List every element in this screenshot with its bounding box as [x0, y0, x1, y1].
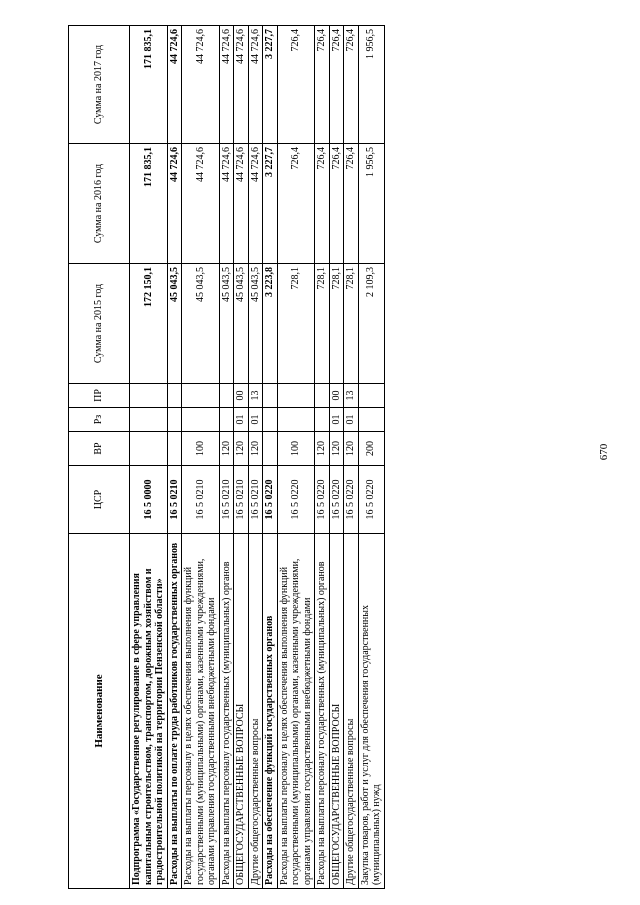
cell-name: Подпрограмма «Государственное регулирование в сфере управления капитальным строительством, транспортом, дорожным хозяйством и градостроительной политикой на территории Пензенской области» — [130, 534, 168, 889]
cell-2015: 728,1 — [277, 264, 315, 384]
budget-table — [68, 25, 385, 889]
cell-2017: 44 724,6 — [234, 26, 249, 144]
cell-2015: 3 223,8 — [263, 264, 278, 384]
cell-vr: 200 — [358, 432, 384, 466]
cell-vr: 120 — [234, 432, 249, 466]
cell-name: Расходы на выплаты персоналу в целях обеспечения выполнения функций государственными (муниципальными) органами, казенными учреждениями, органами управления государственными внебюджетными фондами — [277, 534, 315, 889]
cell-pr — [358, 384, 384, 408]
cell-2017: 726,4 — [315, 26, 330, 144]
cell-pr — [277, 384, 315, 408]
cell-2016: 726,4 — [315, 144, 330, 264]
cell-name: ОБЩЕГОСУДАРСТВЕННЫЕ ВОПРОСЫ — [329, 534, 344, 889]
page-number: 670 — [598, 443, 610, 461]
table-row — [358, 26, 384, 889]
table-row — [182, 26, 220, 889]
cell-pr: 13 — [248, 384, 263, 408]
cell-2015: 2 109,3 — [358, 264, 384, 384]
cell-2016: 726,4 — [344, 144, 359, 264]
table-row — [130, 26, 168, 889]
cell-csr: 16 5 0220 — [344, 466, 359, 534]
header-row — [69, 26, 130, 889]
cell-csr: 16 5 0210 — [182, 466, 220, 534]
cell-2015: 45 043,5 — [167, 264, 182, 384]
cell-pr: 00 — [329, 384, 344, 408]
table-row — [344, 26, 359, 889]
table-row — [167, 26, 182, 889]
cell-2017: 44 724,6 — [219, 26, 234, 144]
header-vr: ВР — [69, 432, 130, 466]
cell-2017: 171 835,1 — [130, 26, 168, 144]
cell-pr — [130, 384, 168, 408]
cell-2015: 45 043,5 — [182, 264, 220, 384]
cell-csr: 16 5 0220 — [329, 466, 344, 534]
cell-name: ОБЩЕГОСУДАРСТВЕННЫЕ ВОПРОСЫ — [234, 534, 249, 889]
cell-2016: 3 227,7 — [263, 144, 278, 264]
cell-vr: 120 — [315, 432, 330, 466]
cell-name: Расходы на обеспечение функций государственных органов — [263, 534, 278, 889]
cell-csr: 16 5 0210 — [234, 466, 249, 534]
header-2015: Сумма на 2015 год — [69, 264, 130, 384]
table-row — [248, 26, 263, 889]
cell-pr — [263, 384, 278, 408]
cell-csr: 16 5 0220 — [315, 466, 330, 534]
cell-2015: 728,1 — [344, 264, 359, 384]
cell-vr — [130, 432, 168, 466]
cell-vr: 120 — [344, 432, 359, 466]
cell-2015: 45 043,5 — [234, 264, 249, 384]
cell-2017: 726,4 — [344, 26, 359, 144]
cell-2016: 1 956,5 — [358, 144, 384, 264]
cell-2016: 44 724,6 — [248, 144, 263, 264]
cell-2015: 45 043,5 — [219, 264, 234, 384]
header-2017: Сумма на 2017 год — [69, 26, 130, 144]
cell-csr: 16 5 0210 — [219, 466, 234, 534]
cell-vr: 120 — [329, 432, 344, 466]
cell-csr: 16 5 0220 — [358, 466, 384, 534]
table-row — [277, 26, 315, 889]
cell-2016: 44 724,6 — [219, 144, 234, 264]
cell-vr: 100 — [182, 432, 220, 466]
cell-2015: 172 150,1 — [130, 264, 168, 384]
cell-rz: 01 — [344, 408, 359, 432]
cell-2017: 726,4 — [329, 26, 344, 144]
cell-vr — [167, 432, 182, 466]
cell-rz: 01 — [248, 408, 263, 432]
table-container — [68, 26, 588, 889]
cell-pr — [182, 384, 220, 408]
cell-rz — [167, 408, 182, 432]
cell-name: Расходы на выплаты персоналу государственных (муниципальных) органов — [219, 534, 234, 889]
cell-2016: 44 724,6 — [182, 144, 220, 264]
cell-pr: 13 — [344, 384, 359, 408]
cell-pr — [315, 384, 330, 408]
cell-rz — [130, 408, 168, 432]
rotated-page — [68, 26, 588, 889]
cell-csr: 16 5 0220 — [263, 466, 278, 534]
cell-2017: 3 227,7 — [263, 26, 278, 144]
cell-rz — [315, 408, 330, 432]
header-pr: ПР — [69, 384, 130, 408]
cell-csr: 16 5 0210 — [167, 466, 182, 534]
cell-vr: 120 — [248, 432, 263, 466]
header-2016: Сумма на 2016 год — [69, 144, 130, 264]
cell-name: Закупка товаров, работ и услуг для обеспечения государственных (муниципальных) нужд — [358, 534, 384, 889]
cell-name: Другие общегосударственные вопросы — [344, 534, 359, 889]
cell-rz — [277, 408, 315, 432]
cell-rz — [263, 408, 278, 432]
cell-pr: 00 — [234, 384, 249, 408]
cell-name: Расходы на выплаты по оплате труда работников государственных органов — [167, 534, 182, 889]
table-row — [263, 26, 278, 889]
cell-rz: 01 — [329, 408, 344, 432]
cell-vr: 100 — [277, 432, 315, 466]
cell-2015: 728,1 — [329, 264, 344, 384]
table-row — [219, 26, 234, 889]
cell-2016: 726,4 — [329, 144, 344, 264]
cell-vr: 120 — [219, 432, 234, 466]
header-rz: Рз — [69, 408, 130, 432]
cell-2017: 726,4 — [277, 26, 315, 144]
cell-rz — [219, 408, 234, 432]
cell-name: Другие общегосударственные вопросы — [248, 534, 263, 889]
cell-csr: 16 5 0210 — [248, 466, 263, 534]
cell-vr — [263, 432, 278, 466]
header-csr: ЦСР — [69, 466, 130, 534]
cell-2016: 171 835,1 — [130, 144, 168, 264]
cell-2017: 44 724,6 — [167, 26, 182, 144]
cell-csr: 16 5 0220 — [277, 466, 315, 534]
cell-rz: 01 — [234, 408, 249, 432]
cell-2017: 44 724,6 — [182, 26, 220, 144]
cell-rz — [358, 408, 384, 432]
cell-pr — [219, 384, 234, 408]
cell-name: Расходы на выплаты персоналу государственных (муниципальных) органов — [315, 534, 330, 889]
cell-2016: 44 724,6 — [167, 144, 182, 264]
table-row — [315, 26, 330, 889]
cell-2016: 44 724,6 — [234, 144, 249, 264]
table-row — [329, 26, 344, 889]
cell-2015: 728,1 — [315, 264, 330, 384]
header-name: Наименование — [69, 534, 130, 889]
cell-2017: 1 956,5 — [358, 26, 384, 144]
cell-2017: 44 724,6 — [248, 26, 263, 144]
cell-pr — [167, 384, 182, 408]
cell-csr: 16 5 0000 — [130, 466, 168, 534]
table-row — [234, 26, 249, 889]
cell-name: Расходы на выплаты персоналу в целях обеспечения выполнения функций государственными (муниципальными) органами, казенными учреждениями, органами управления государственными внебюджетными фондами — [182, 534, 220, 889]
cell-rz — [182, 408, 220, 432]
cell-2016: 726,4 — [277, 144, 315, 264]
cell-2015: 45 043,5 — [248, 264, 263, 384]
